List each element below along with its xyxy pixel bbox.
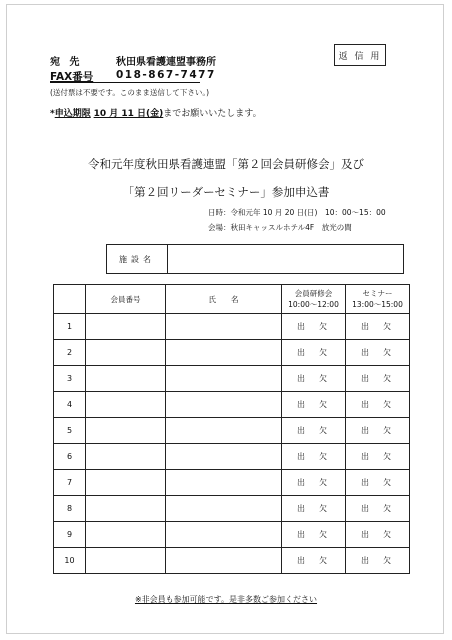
deadline-label: 申込期限 — [54, 109, 91, 119]
header-session1 — [282, 285, 346, 314]
reply-label: 返 信 用 — [338, 51, 382, 62]
table-row — [54, 366, 410, 392]
member-number-field[interactable] — [86, 314, 166, 340]
table-row — [54, 340, 410, 366]
deadline-prefix: * — [50, 109, 55, 119]
session1-label: 会員研修会 — [294, 289, 333, 298]
form-title-line2: 「第２回リーダーセミナー」参加申込書 — [122, 185, 330, 199]
row-number: 1 — [54, 314, 86, 340]
deadline-date: 10 月 11 日(金) — [93, 109, 164, 119]
member-number-field[interactable] — [86, 340, 166, 366]
event-venue: 会場：秋田キャッスルホテル4F 放光の間 — [208, 223, 352, 232]
session1-attendance[interactable]: 出 欠 — [282, 496, 346, 522]
row-number: 2 — [54, 340, 86, 366]
fax-number: 018-867-7477 — [116, 69, 216, 81]
session1-time: 10:00～12:00 — [288, 300, 339, 309]
table-row — [54, 418, 410, 444]
cover-note: (送付票は不要です。このまま送信して下さい。) — [50, 88, 210, 97]
table-row — [54, 548, 410, 574]
name-field[interactable] — [166, 444, 282, 470]
member-number-field[interactable] — [86, 470, 166, 496]
member-number-field[interactable] — [86, 392, 166, 418]
address-value: 秋田県看護連盟事務所 — [116, 57, 216, 68]
event-datetime: 日時：令和元年 10 月 20 日(日) 10：00～15：00 — [208, 208, 386, 217]
name-field[interactable] — [166, 548, 282, 574]
deadline-suffix: までお願いいたします。 — [163, 109, 262, 119]
member-number-field[interactable] — [86, 366, 166, 392]
table-row — [54, 444, 410, 470]
name-field[interactable] — [166, 522, 282, 548]
table-row — [54, 314, 410, 340]
row-number: 7 — [54, 470, 86, 496]
member-number-field[interactable] — [86, 444, 166, 470]
session1-attendance[interactable]: 出 欠 — [282, 314, 346, 340]
session2-label: セミナー — [362, 289, 393, 298]
name-field[interactable] — [166, 418, 282, 444]
table-row — [54, 470, 410, 496]
attendee-table — [53, 284, 410, 574]
footer-note: ※非会員も参加可能です。是非多数ご参加ください — [134, 595, 318, 604]
deadline-line — [50, 106, 262, 119]
session2-attendance[interactable]: 出 欠 — [346, 340, 410, 366]
session1-attendance[interactable]: 出 欠 — [282, 392, 346, 418]
session2-attendance[interactable]: 出 欠 — [346, 470, 410, 496]
row-number: 10 — [54, 548, 86, 574]
member-number-field[interactable] — [86, 496, 166, 522]
header-name: 氏 名 — [166, 285, 282, 314]
name-field[interactable] — [166, 314, 282, 340]
fax-underline — [50, 82, 200, 83]
session1-attendance[interactable]: 出 欠 — [282, 522, 346, 548]
table-row — [54, 496, 410, 522]
session2-attendance[interactable]: 出 欠 — [346, 548, 410, 574]
header-number — [54, 285, 86, 314]
table-header-row — [54, 285, 410, 314]
session1-attendance[interactable]: 出 欠 — [282, 548, 346, 574]
session2-attendance[interactable]: 出 欠 — [346, 418, 410, 444]
facility-box — [106, 244, 404, 274]
session1-attendance[interactable]: 出 欠 — [282, 418, 346, 444]
name-field[interactable] — [166, 392, 282, 418]
name-field[interactable] — [166, 470, 282, 496]
row-number: 8 — [54, 496, 86, 522]
header-session2 — [346, 285, 410, 314]
member-number-field[interactable] — [86, 522, 166, 548]
row-number: 9 — [54, 522, 86, 548]
name-field[interactable] — [166, 366, 282, 392]
row-number: 5 — [54, 418, 86, 444]
member-number-field[interactable] — [86, 548, 166, 574]
row-number: 6 — [54, 444, 86, 470]
session1-attendance[interactable]: 出 欠 — [282, 444, 346, 470]
reply-box — [334, 44, 386, 66]
form-title-line1: 令和元年度秋田県看護連盟「第２回会員研修会」及び — [88, 157, 364, 171]
address-label: 宛 先 — [50, 57, 83, 68]
session2-attendance[interactable]: 出 欠 — [346, 496, 410, 522]
table-row — [54, 392, 410, 418]
fax-label: FAX番号 — [50, 71, 94, 83]
name-field[interactable] — [166, 340, 282, 366]
session1-attendance[interactable]: 出 欠 — [282, 366, 346, 392]
session2-attendance[interactable]: 出 欠 — [346, 522, 410, 548]
row-number: 4 — [54, 392, 86, 418]
session1-attendance[interactable]: 出 欠 — [282, 470, 346, 496]
table-row — [54, 522, 410, 548]
session2-time: 13:00～15:00 — [352, 300, 403, 309]
name-field[interactable] — [166, 496, 282, 522]
session2-attendance[interactable]: 出 欠 — [346, 314, 410, 340]
session2-attendance[interactable]: 出 欠 — [346, 366, 410, 392]
facility-label: 施設名 — [107, 245, 168, 273]
row-number: 3 — [54, 366, 86, 392]
session1-attendance[interactable]: 出 欠 — [282, 340, 346, 366]
facility-name-field[interactable] — [168, 245, 403, 273]
header-member-no: 会員番号 — [86, 285, 166, 314]
member-number-field[interactable] — [86, 418, 166, 444]
session2-attendance[interactable]: 出 欠 — [346, 392, 410, 418]
session2-attendance[interactable]: 出 欠 — [346, 444, 410, 470]
